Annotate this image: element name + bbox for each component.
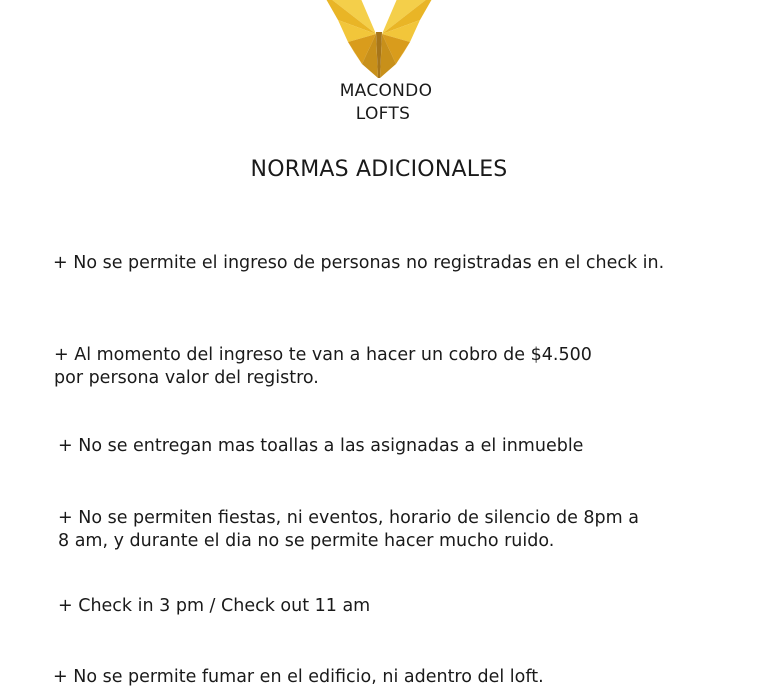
rule-item (53, 252, 664, 275)
brand-name-line-1: MACONDO (339, 81, 433, 101)
rule-item (53, 666, 544, 689)
rule-text: + No se permiten fiestas, ni eventos, horario de silencio de 8pm a (58, 508, 639, 528)
rule-text: + Al momento del ingreso te van a hacer un cobro de $4.500 (54, 345, 592, 365)
brand-name-line-2: LOFTS (355, 104, 411, 124)
rule-item (58, 595, 370, 618)
rule-text: + Check in 3 pm / Check out 11 am (58, 596, 371, 616)
rule-text: + No se entregan mas toallas a las asignadas a el inmueble (58, 436, 584, 456)
rule-item (58, 507, 639, 553)
butterfly-logo-icon (318, 0, 440, 82)
page-title: NORMAS ADICIONALES (250, 157, 508, 182)
rule-item (54, 344, 592, 390)
rule-text: + No se permite el ingreso de personas no registradas en el check in. (53, 253, 665, 273)
rule-text: por persona valor del registro. (54, 368, 319, 388)
rule-text: + No se permite fumar en el edificio, ni adentro del loft. (53, 667, 544, 687)
rule-item (58, 435, 583, 458)
rule-text: 8 am, y durante el dia no se permite hacer mucho ruido. (58, 531, 555, 551)
